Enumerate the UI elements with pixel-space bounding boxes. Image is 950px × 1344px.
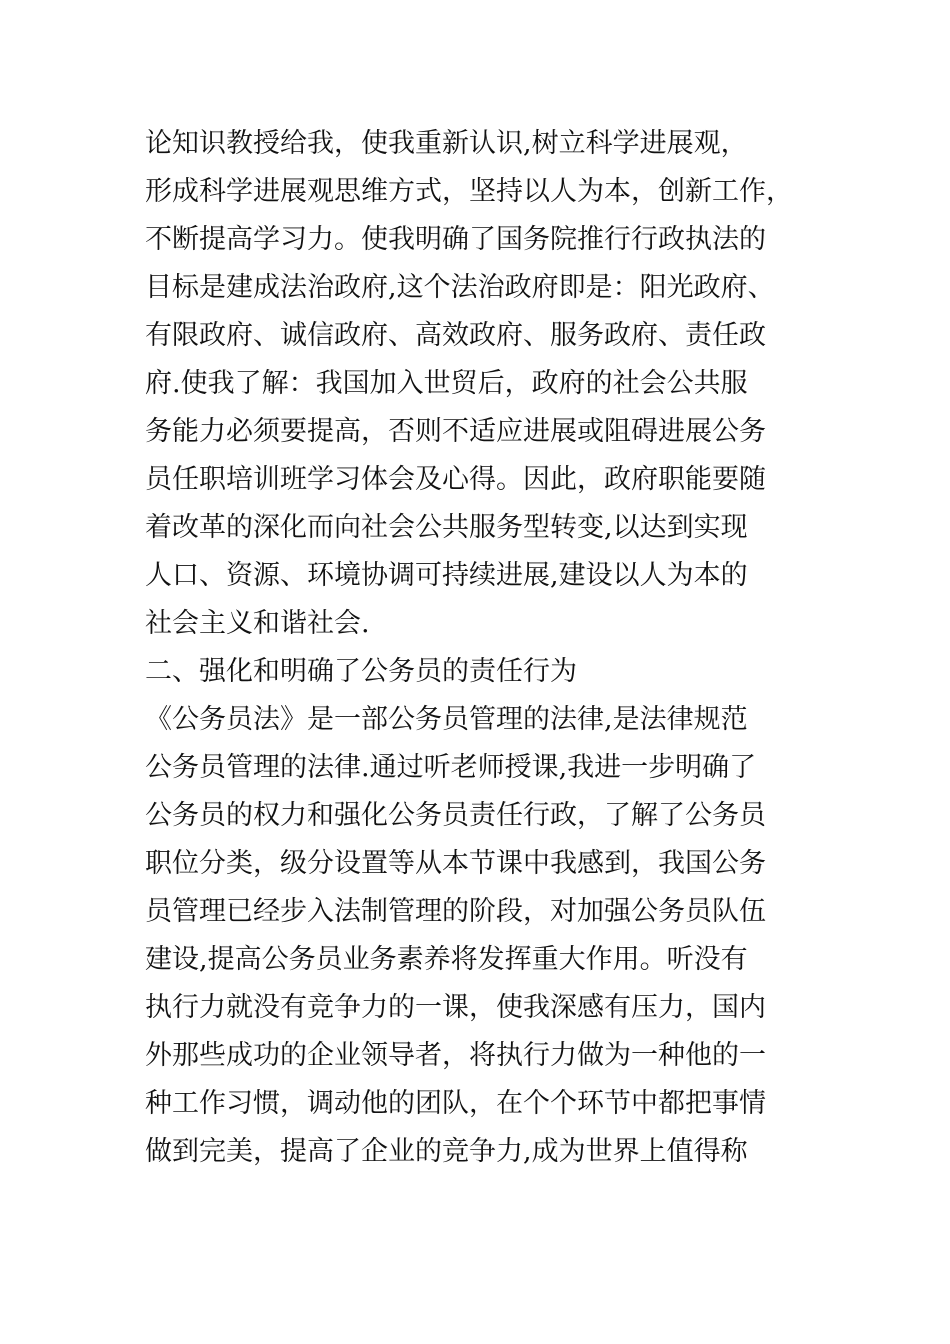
body-text <box>145 120 845 1176</box>
text-line: 形成科学进展观思维方式，坚持以人为本，创新工作， <box>145 176 793 207</box>
text-line: 种工作习惯，调动他的团队，在个个环节中都把事情 <box>145 1088 766 1119</box>
text-line: 目标是建成法治政府,这个法治政府即是：阳光政府、 <box>145 272 775 303</box>
section-heading: 二、强化和明确了公务员的责任行为 <box>145 656 577 687</box>
text-line: 做到完美，提高了企业的竞争力,成为世界上值得称 <box>145 1136 748 1167</box>
text-line: 着改革的深化而向社会公共服务型转变,以达到实现 <box>145 512 748 543</box>
text-line: 有限政府、诚信政府、高效政府、服务政府、责任政 <box>145 320 766 351</box>
text-line: 执行力就没有竞争力的一课，使我深感有压力，国内 <box>145 992 766 1023</box>
text-line: 建设,提高公务员业务素养将发挥重大作用。听没有 <box>145 944 748 975</box>
text-line: 员任职培训班学习体会及心得。因此，政府职能要随 <box>145 464 766 495</box>
text-line: 社会主义和谐社会. <box>145 608 370 639</box>
text-line: 务能力必须要提高，否则不适应进展或阻碍进展公务 <box>145 416 766 447</box>
text-line: 不断提高学习力。使我明确了国务院推行行政执法的 <box>145 224 766 255</box>
text-line: 人口、资源、环境协调可持续进展,建设以人为本的 <box>145 560 748 591</box>
text-line: 职位分类，级分设置等从本节课中我感到，我国公务 <box>145 848 766 879</box>
text-line: 外那些成功的企业领导者，将执行力做为一种他的一 <box>145 1040 766 1071</box>
text-line: 公务员管理的法律.通过听老师授课,我进一步明确了 <box>145 752 757 783</box>
text-line: 《公务员法》是一部公务员管理的法律,是法律规范 <box>145 704 748 735</box>
text-line: 府.使我了解：我国加入世贸后，政府的社会公共服 <box>145 368 748 399</box>
text-line: 公务员的权力和强化公务员责任行政，了解了公务员 <box>145 800 766 831</box>
text-line: 论知识教授给我，使我重新认识,树立科学进展观， <box>145 128 748 159</box>
text-line: 员管理已经步入法制管理的阶段，对加强公务员队伍 <box>145 896 766 927</box>
